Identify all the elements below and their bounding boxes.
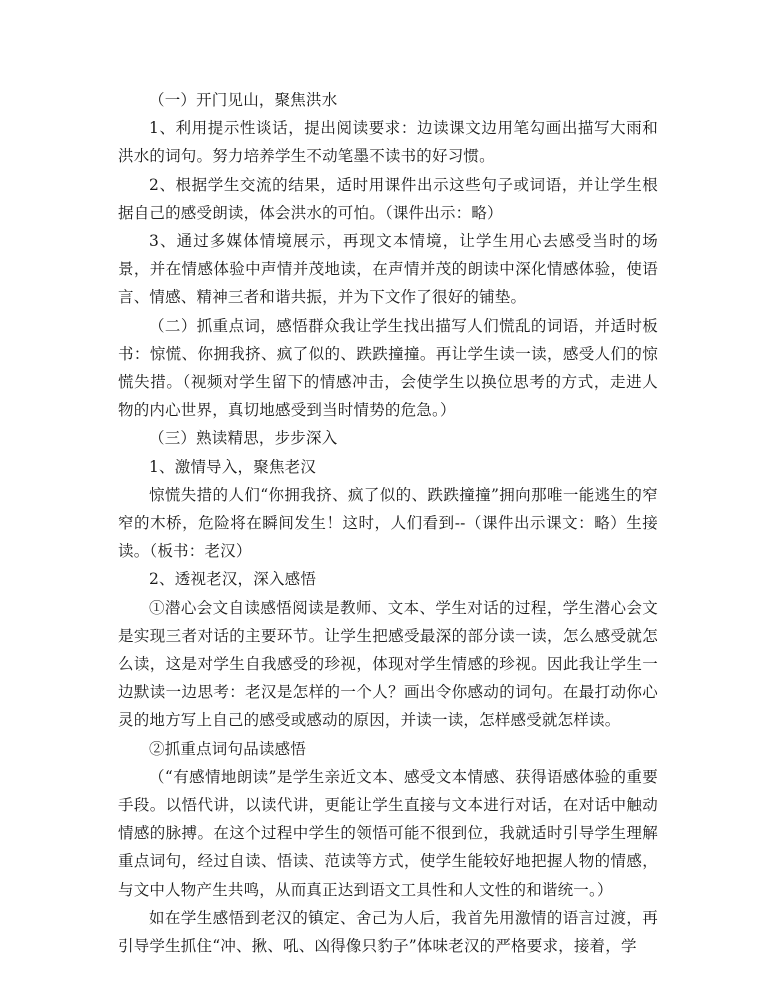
paragraph: 3、通过多媒体情境展示，再现文本情境，让学生用心去感受当时的场景，并在情感体验中声情并茂地读，在声情并茂的朗读中深化情感体验，使语言、情感、精神三者和谐共振，并为下文作了很好的铺垫。 xyxy=(118,232,658,307)
paragraph: 1、利用提示性谈话，提出阅读要求：边读课文边用笔勾画出描写大雨和洪水的词句。努力培养学生不动笔墨不读书的好习惯。 xyxy=(118,119,658,166)
section-heading-3: （三）熟读精思，步步深入 xyxy=(149,429,338,448)
paragraph: 惊慌失措的人们“你拥我挤、疯了似的、跌跌撞撞”拥向那唯一能逃生的窄窄的木桥，危险将在瞬间发生！这时，人们看到--（课件出示课文：略）生接读。（板书：老汉） xyxy=(118,485,658,561)
paragraph: ①潜心会文自读感悟阅读是教师、文本、学生对话的过程，学生潜心会文是实现三者对话的主要环节。让学生把感受最深的部分读一读，怎么感受就怎么读，这是对学生自我感受的珍视，体现对学生情感的珍视。因此我让学生一边默读一边思考：老汉是怎样的一个人？画出令你感动的词句。在最打动你心灵的地方写上自己的感受或感动的原因，并读一读，怎样感受就怎样读。 xyxy=(118,598,658,730)
subheading: 1、激情导入，聚焦老汉 xyxy=(149,457,317,476)
section-heading-2: （二）抓重点词，感悟群众我让学生找出描写人们慌乱的词语，并适时板书：惊慌、你拥我挤、疯了似的、跌跌撞撞。再让学生读一读，感受人们的惊慌失措。（视频对学生留下的情感冲击，会使学生以换位思考的方式，走进人物的内心世界，真切地感受到当时情势的危急。） xyxy=(118,316,658,420)
subheading: ②抓重点词句品读感悟 xyxy=(149,739,307,758)
document-page xyxy=(118,86,658,960)
paragraph: （“有感情地朗读”是学生亲近文本、感受文本情感、获得语感体验的重要手段。以悟代讲，以读代讲，更能让学生直接与文本进行对话，在对话中触动情感的脉搏。在这个过程中学生的领悟可能不很到位，我就适时引导学生理解重点词句，经过自读、悟读、范读等方式，使学生能较好地把握人物的情感，与文中人物产生共鸣，从而真正达到语文工具性和人文性的和谐统一。） xyxy=(118,767,658,899)
paragraph: 2、根据学生交流的结果，适时用课件出示这些句子或词语，并让学生根据自己的感受朗读，体会洪水的可怕。（课件出示：略） xyxy=(118,175,658,222)
section-heading-1: （一）开门见山，聚焦洪水 xyxy=(149,91,338,109)
subheading: 2、透视老汉，深入感悟 xyxy=(149,570,317,589)
paragraph: 如在学生感悟到老汉的镇定、舍己为人后，我首先用激情的语言过渡，再引导学生抓住“冲、揪、吼、凶得像只豹子”体味老汉的严格要求，接着，学 xyxy=(118,908,658,956)
